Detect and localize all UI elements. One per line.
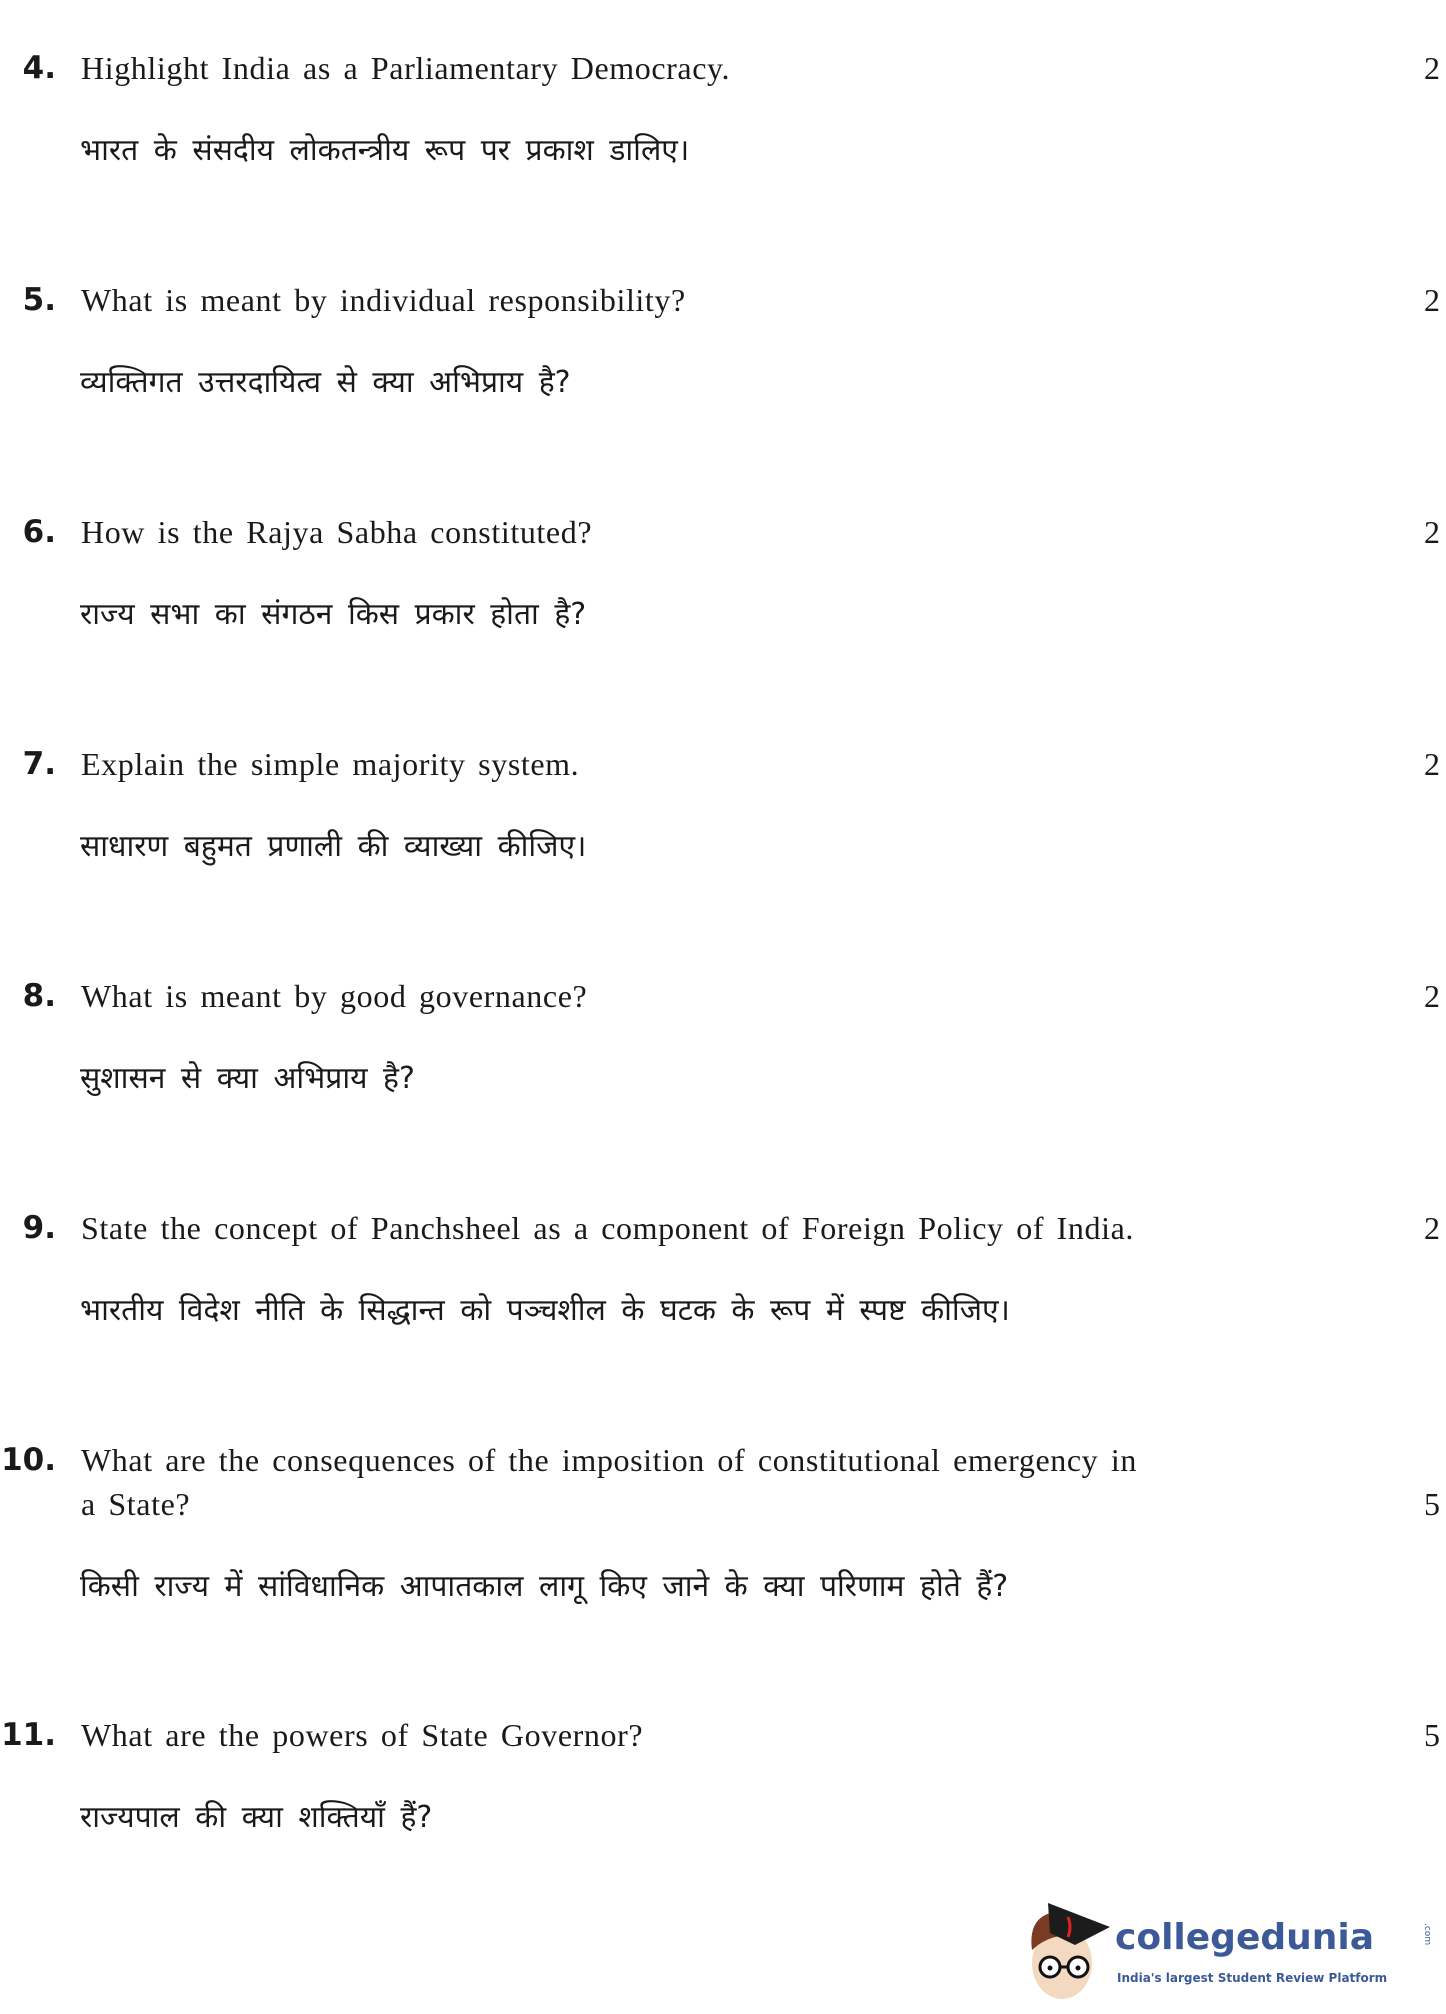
brand-tagline: India's largest Student Review Platform	[1117, 1971, 1388, 1985]
collegedunia-watermark	[1020, 1895, 1440, 2005]
question-text-english: State the concept of Panchsheel as a component of Foreign Policy of India.	[81, 1210, 1135, 1246]
question-text-hindi: राज्य सभा का संगठन किस प्रकार होता है?	[80, 597, 587, 632]
question-number: 9.	[22, 1210, 56, 1246]
question-text-english-line2: a State?	[81, 1486, 191, 1522]
question-number: 8.	[22, 978, 56, 1014]
question-number: 4.	[22, 50, 56, 86]
question-number: 7.	[22, 746, 56, 782]
question-text-english: What is meant by good governance?	[81, 978, 588, 1014]
question-text-hindi: भारतीय विदेश नीति के सिद्धान्त को पञ्चशील के घटक के रूप में स्पष्ट कीजिए।	[80, 1293, 1010, 1328]
question-marks: 2	[1424, 514, 1440, 550]
question-text-english: Highlight India as a Parliamentary Democracy.	[81, 50, 731, 86]
brand-name: collegedunia	[1115, 1917, 1375, 1958]
question-text-hindi: किसी राज्य में सांविधानिक आपातकाल लागू किए जाने के क्या परिणाम होते हैं?	[80, 1569, 1009, 1604]
question-text-english: What are the powers of State Governor?	[81, 1717, 644, 1753]
question-text-hindi: व्यक्तिगत उत्तरदायित्व से क्या अभिप्राय है?	[80, 365, 571, 400]
question-marks: 2	[1424, 1210, 1440, 1246]
question-marks: 5	[1424, 1486, 1440, 1522]
mascot-icon	[1020, 1895, 1115, 2005]
question-text-english: What are the consequences of the imposition of constitutional emergency in	[81, 1442, 1137, 1478]
question-text-hindi: साधारण बहुमत प्रणाली की व्याख्या कीजिए।	[80, 829, 587, 864]
brand-suffix: .com	[1422, 1923, 1432, 1946]
question-text-hindi: भारत के संसदीय लोकतन्त्रीय रूप पर प्रकाश डालिए।	[80, 133, 690, 168]
question-text-english: How is the Rajya Sabha constituted?	[81, 514, 593, 550]
question-number: 11.	[1, 1717, 56, 1753]
question-marks: 5	[1424, 1717, 1440, 1753]
question-text-hindi: राज्यपाल की क्या शक्तियाँ हैं?	[80, 1800, 433, 1835]
question-marks: 2	[1424, 746, 1440, 782]
question-number: 5.	[22, 282, 56, 318]
question-text-english: What is meant by individual responsibility?	[81, 282, 686, 318]
question-number: 6.	[22, 514, 56, 550]
question-marks: 2	[1424, 978, 1440, 1014]
question-text-english: Explain the simple majority system.	[81, 746, 580, 782]
question-text-hindi: सुशासन से क्या अभिप्राय है?	[80, 1061, 415, 1096]
question-marks: 2	[1424, 50, 1440, 86]
question-number: 10.	[1, 1442, 56, 1478]
question-marks: 2	[1424, 282, 1440, 318]
